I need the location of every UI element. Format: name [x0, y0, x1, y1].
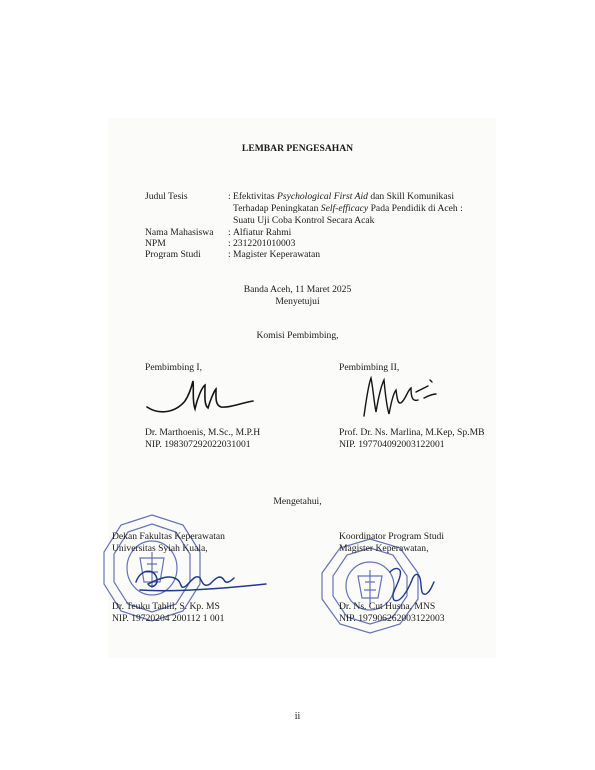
pembimbing2-name: Prof. Dr. Ns. Marlina, M.Kep, Sp.MB	[339, 427, 485, 438]
document-title: LEMBAR PENGESAHAN	[241, 143, 354, 154]
pembimbing2-nip: NIP. 197704092003122001	[339, 439, 445, 450]
place-date: Banda Aceh, 11 Maret 2025	[243, 284, 352, 295]
pembimbing1-nip: NIP. 198307292022031001	[145, 439, 251, 450]
npm-value: 2312201010003	[233, 238, 296, 249]
page-number: ii	[294, 711, 301, 722]
pembimbing2-signature	[358, 372, 438, 424]
nama-value: Alfiatur Rahmi	[233, 227, 292, 238]
dekan-title-1: Dekan Fakultas Keperawatan	[112, 531, 225, 542]
pembimbing1-signature	[145, 375, 255, 420]
pembimbing2-role: Pembimbing II,	[339, 362, 400, 373]
dekan-title-2: Universitas Syiah Kuala,	[112, 543, 208, 554]
dekan-signature	[130, 560, 270, 598]
koordinator-title-1: Koordinator Program Studi	[339, 531, 444, 542]
prodi-value: Magister Keperawatan	[233, 249, 321, 260]
prodi-colon: :	[228, 249, 231, 260]
nama-label: Nama Mahasiswa	[145, 227, 214, 238]
npm-colon: :	[228, 238, 231, 249]
menyetujui-label: Menyetujui	[275, 296, 320, 307]
judul-line-3: Suatu Uji Coba Kontrol Secara Acak	[233, 215, 375, 226]
npm-label: NPM	[145, 238, 166, 249]
judul-label: Judul Tesis	[145, 191, 188, 202]
judul-line-1: Efektivitas Psychological First Aid dan Skill Komunikasi	[233, 191, 455, 202]
koordinator-name: Dr. Ns. Cut Husna, MNS	[339, 601, 436, 612]
judul-line-2: Terhadap Peningkatan Self-efficacy Pada Pendidik di Aceh :	[233, 203, 463, 214]
pembimbing1-role: Pembimbing I,	[145, 362, 203, 373]
dekan-nip: NIP. 19720204 200112 1 001	[112, 613, 225, 624]
pembimbing1-name: Dr. Marthoenis, M.Sc., M.P.H	[145, 427, 261, 438]
judul-colon: :	[228, 191, 231, 202]
koordinator-title-2: Magister Keperawatan,	[339, 543, 429, 554]
mengetahui-label: Mengetahui,	[273, 496, 322, 507]
nama-colon: :	[228, 227, 231, 238]
komisi-label: Komisi Pembimbing,	[256, 330, 339, 341]
prodi-label: Program Studi	[145, 249, 201, 260]
koordinator-nip: NIP. 197906262003122003	[339, 613, 445, 624]
dekan-name: Dr. Teuku Tahlil, S. Kp. MS	[112, 601, 220, 612]
